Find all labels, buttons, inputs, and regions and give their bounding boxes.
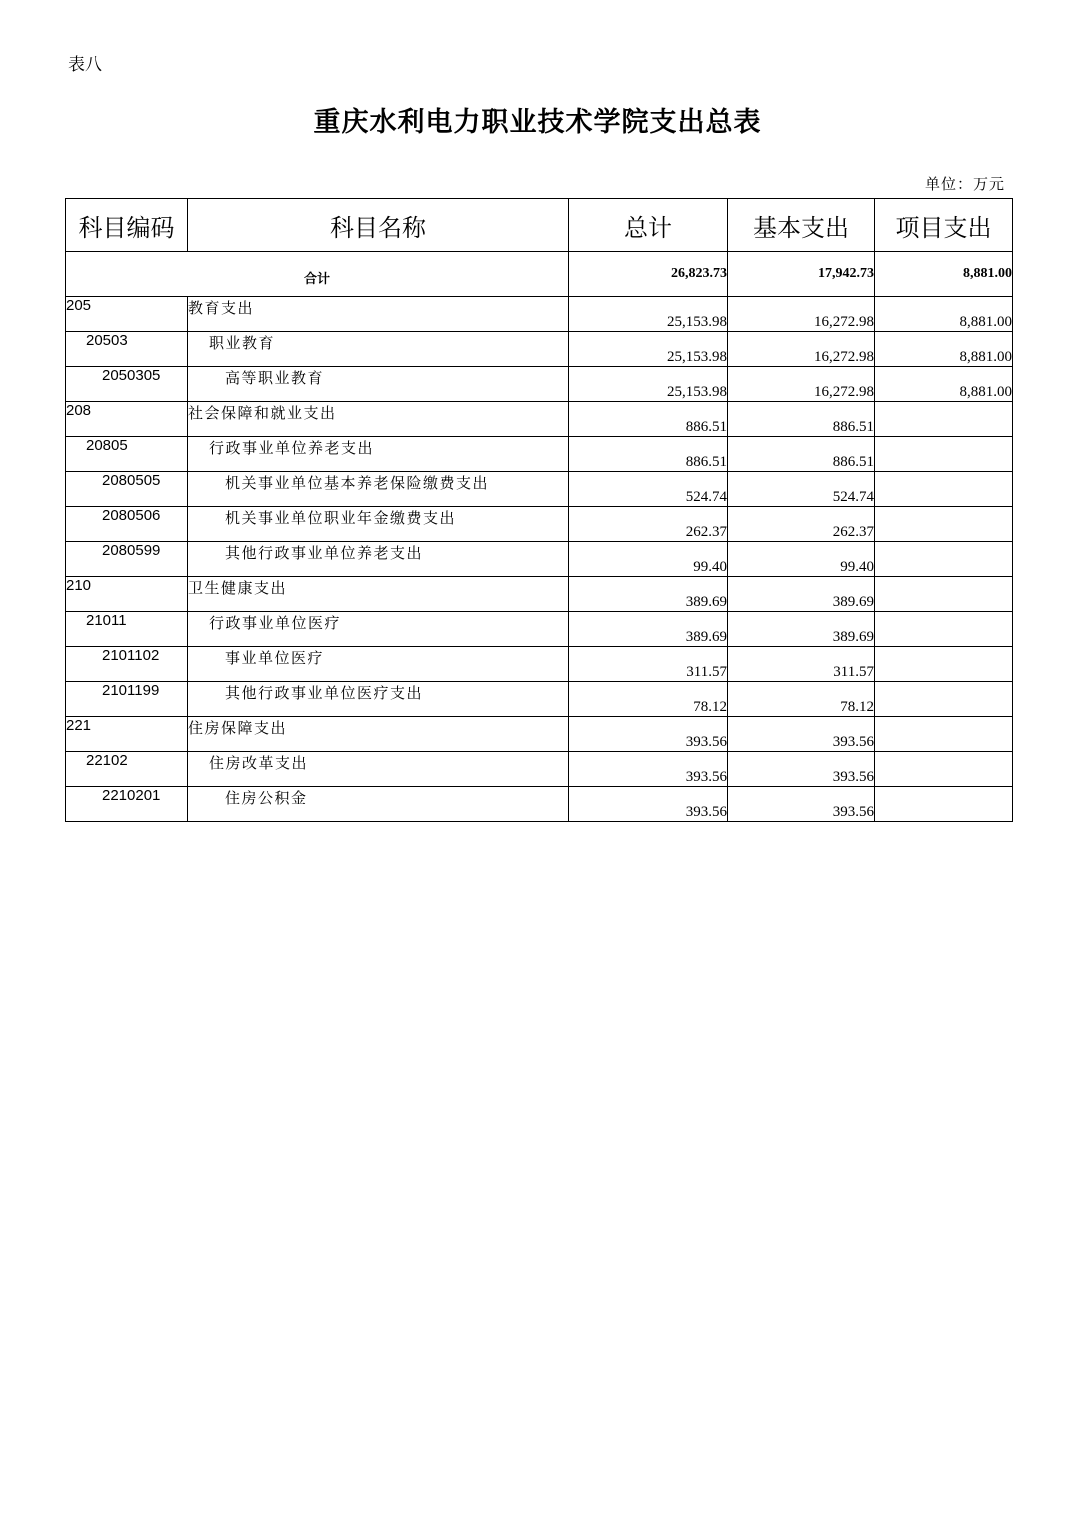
row-code: 2080599 bbox=[66, 542, 188, 577]
row-total: 393.56 bbox=[569, 752, 728, 787]
row-name: 高等职业教育 bbox=[188, 367, 569, 402]
table-row bbox=[66, 542, 1013, 577]
row-basic: 389.69 bbox=[728, 577, 875, 612]
column-header-code: 科目编码 bbox=[66, 199, 188, 252]
row-project bbox=[875, 472, 1013, 507]
row-project bbox=[875, 647, 1013, 682]
row-basic: 524.74 bbox=[728, 472, 875, 507]
row-code: 221 bbox=[66, 717, 188, 752]
total-label: 合计 bbox=[66, 252, 569, 297]
row-code: 2080505 bbox=[66, 472, 188, 507]
total-row bbox=[66, 252, 1013, 297]
table-row bbox=[66, 472, 1013, 507]
row-total: 25,153.98 bbox=[569, 367, 728, 402]
row-basic: 16,272.98 bbox=[728, 297, 875, 332]
row-name: 职业教育 bbox=[188, 332, 569, 367]
table-row bbox=[66, 612, 1013, 647]
row-code: 2050305 bbox=[66, 367, 188, 402]
row-basic: 311.57 bbox=[728, 647, 875, 682]
table-row bbox=[66, 507, 1013, 542]
row-basic: 78.12 bbox=[728, 682, 875, 717]
row-name: 其他行政事业单位养老支出 bbox=[188, 542, 569, 577]
row-name: 卫生健康支出 bbox=[188, 577, 569, 612]
row-total: 25,153.98 bbox=[569, 297, 728, 332]
row-code: 20503 bbox=[66, 332, 188, 367]
row-project bbox=[875, 507, 1013, 542]
row-total: 311.57 bbox=[569, 647, 728, 682]
table-row bbox=[66, 332, 1013, 367]
table-row bbox=[66, 717, 1013, 752]
row-project bbox=[875, 402, 1013, 437]
column-header-basic: 基本支出 bbox=[728, 199, 875, 252]
row-name: 行政事业单位医疗 bbox=[188, 612, 569, 647]
row-basic: 886.51 bbox=[728, 402, 875, 437]
row-basic: 393.56 bbox=[728, 752, 875, 787]
row-total: 389.69 bbox=[569, 612, 728, 647]
row-code: 2210201 bbox=[66, 787, 188, 822]
row-name: 机关事业单位基本养老保险缴费支出 bbox=[188, 472, 569, 507]
row-name: 住房保障支出 bbox=[188, 717, 569, 752]
row-basic: 393.56 bbox=[728, 717, 875, 752]
row-basic: 886.51 bbox=[728, 437, 875, 472]
row-project bbox=[875, 612, 1013, 647]
row-project: 8,881.00 bbox=[875, 297, 1013, 332]
row-code: 208 bbox=[66, 402, 188, 437]
table-row bbox=[66, 577, 1013, 612]
table-row bbox=[66, 437, 1013, 472]
row-project bbox=[875, 717, 1013, 752]
page-title: 重庆水利电力职业技术学院支出总表 bbox=[313, 107, 762, 138]
row-total: 99.40 bbox=[569, 542, 728, 577]
row-basic: 393.56 bbox=[728, 787, 875, 822]
row-name: 教育支出 bbox=[188, 297, 569, 332]
column-header-project: 项目支出 bbox=[875, 199, 1013, 252]
total-total: 26,823.73 bbox=[569, 252, 728, 297]
row-total: 389.69 bbox=[569, 577, 728, 612]
row-basic: 389.69 bbox=[728, 612, 875, 647]
row-total: 886.51 bbox=[569, 402, 728, 437]
row-code: 22102 bbox=[66, 752, 188, 787]
total-basic: 17,942.73 bbox=[728, 252, 875, 297]
row-code: 20805 bbox=[66, 437, 188, 472]
row-project: 8,881.00 bbox=[875, 367, 1013, 402]
row-total: 78.12 bbox=[569, 682, 728, 717]
row-code: 205 bbox=[66, 297, 188, 332]
row-name: 机关事业单位职业年金缴费支出 bbox=[188, 507, 569, 542]
row-basic: 99.40 bbox=[728, 542, 875, 577]
table-row bbox=[66, 402, 1013, 437]
row-project bbox=[875, 577, 1013, 612]
table-header-row bbox=[66, 199, 1013, 252]
column-header-name: 科目名称 bbox=[188, 199, 569, 252]
table-row bbox=[66, 367, 1013, 402]
row-project bbox=[875, 682, 1013, 717]
row-project bbox=[875, 542, 1013, 577]
row-total: 524.74 bbox=[569, 472, 728, 507]
table-row bbox=[66, 647, 1013, 682]
row-code: 21011 bbox=[66, 612, 188, 647]
row-total: 25,153.98 bbox=[569, 332, 728, 367]
row-project bbox=[875, 787, 1013, 822]
row-basic: 262.37 bbox=[728, 507, 875, 542]
row-project: 8,881.00 bbox=[875, 332, 1013, 367]
row-basic: 16,272.98 bbox=[728, 332, 875, 367]
row-code: 2101199 bbox=[66, 682, 188, 717]
row-name: 其他行政事业单位医疗支出 bbox=[188, 682, 569, 717]
row-name: 行政事业单位养老支出 bbox=[188, 437, 569, 472]
row-code: 210 bbox=[66, 577, 188, 612]
row-name: 住房改革支出 bbox=[188, 752, 569, 787]
row-total: 393.56 bbox=[569, 787, 728, 822]
column-header-total: 总计 bbox=[569, 199, 728, 252]
unit-label: 单位：万元 bbox=[924, 175, 1005, 193]
row-name: 社会保障和就业支出 bbox=[188, 402, 569, 437]
row-total: 886.51 bbox=[569, 437, 728, 472]
table-row bbox=[66, 297, 1013, 332]
table-number-label: 表八 bbox=[68, 55, 102, 75]
table-row bbox=[66, 752, 1013, 787]
expenditure-table bbox=[65, 198, 1013, 822]
row-project bbox=[875, 752, 1013, 787]
table-row bbox=[66, 682, 1013, 717]
row-project bbox=[875, 437, 1013, 472]
row-name: 事业单位医疗 bbox=[188, 647, 569, 682]
row-total: 262.37 bbox=[569, 507, 728, 542]
total-project: 8,881.00 bbox=[875, 252, 1013, 297]
row-name: 住房公积金 bbox=[188, 787, 569, 822]
row-total: 393.56 bbox=[569, 717, 728, 752]
table-row bbox=[66, 787, 1013, 822]
row-basic: 16,272.98 bbox=[728, 367, 875, 402]
row-code: 2101102 bbox=[66, 647, 188, 682]
row-code: 2080506 bbox=[66, 507, 188, 542]
